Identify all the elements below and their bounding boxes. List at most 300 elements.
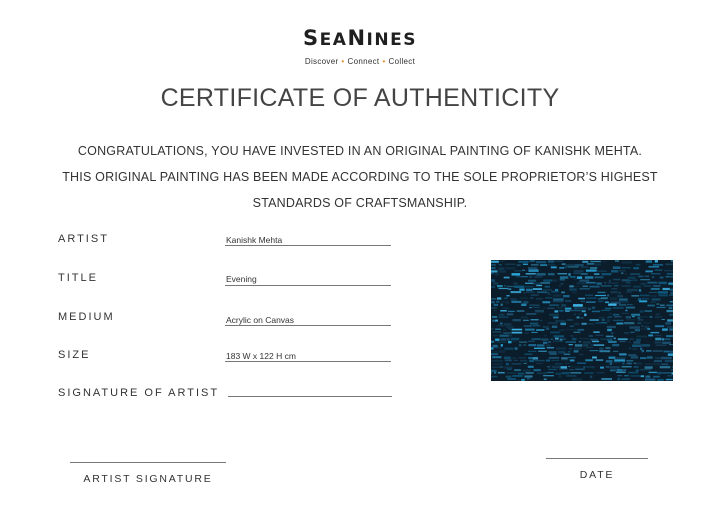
- brush-stroke: [506, 326, 514, 329]
- brush-stroke: [670, 301, 673, 302]
- brush-stroke: [636, 339, 641, 342]
- brush-stroke: [511, 291, 522, 293]
- brush-stroke: [560, 276, 568, 278]
- brush-stroke: [568, 273, 570, 276]
- brush-stroke: [598, 298, 601, 299]
- brush-stroke: [657, 372, 662, 374]
- brush-stroke: [505, 264, 516, 265]
- brush-stroke: [573, 279, 577, 280]
- brush-stroke: [585, 276, 593, 278]
- brush-stroke: [565, 308, 572, 310]
- brush-stroke: [630, 274, 640, 275]
- artist-label: ARTIST: [58, 233, 109, 245]
- brush-stroke: [619, 341, 625, 342]
- brush-stroke: [601, 273, 611, 275]
- brush-stroke: [662, 328, 668, 330]
- brush-stroke: [552, 366, 561, 368]
- brush-stroke: [577, 276, 582, 279]
- brush-stroke: [649, 266, 660, 267]
- brush-stroke: [574, 332, 581, 333]
- brush-stroke: [525, 283, 534, 284]
- brush-stroke: [567, 319, 573, 321]
- brush-stroke: [584, 372, 594, 373]
- brush-stroke: [574, 314, 577, 316]
- brush-stroke: [641, 329, 647, 330]
- brush-stroke: [590, 350, 599, 351]
- brush-stroke: [566, 341, 577, 342]
- brush-stroke: [493, 360, 503, 361]
- brush-stroke: [610, 370, 616, 372]
- brush-stroke: [610, 366, 620, 369]
- brush-stroke: [505, 301, 509, 303]
- brush-stroke: [553, 341, 564, 343]
- brush-stroke: [627, 304, 633, 305]
- brush-stroke: [531, 264, 539, 265]
- brush-stroke: [514, 369, 521, 371]
- brush-stroke: [646, 350, 651, 352]
- brush-stroke: [632, 345, 641, 348]
- brush-stroke: [606, 360, 613, 362]
- brush-stroke: [670, 351, 673, 353]
- brush-stroke: [648, 305, 656, 307]
- brush-stroke: [612, 362, 620, 363]
- brush-stroke: [609, 313, 612, 315]
- brush-stroke: [524, 375, 532, 377]
- brush-stroke: [655, 363, 660, 365]
- brush-stroke: [573, 273, 580, 274]
- brush-stroke: [495, 329, 501, 330]
- brush-stroke: [617, 295, 623, 297]
- brush-stroke: [518, 261, 528, 263]
- brush-stroke: [587, 263, 594, 264]
- title-value: Evening: [226, 274, 257, 284]
- brush-stroke: [512, 357, 516, 359]
- brush-stroke: [613, 279, 620, 281]
- brush-stroke: [658, 291, 668, 293]
- brush-stroke: [493, 364, 503, 366]
- brush-stroke: [548, 273, 555, 275]
- brush-stroke: [655, 342, 662, 344]
- brush-stroke: [641, 298, 649, 300]
- brush-stroke: [582, 310, 586, 312]
- brush-stroke: [614, 338, 616, 340]
- brush-stroke: [497, 285, 503, 287]
- painting-texture: [491, 260, 673, 381]
- brush-stroke: [544, 335, 547, 336]
- brush-stroke: [523, 320, 529, 321]
- brush-stroke: [597, 292, 605, 293]
- brush-stroke: [650, 332, 659, 333]
- brush-stroke: [549, 314, 559, 316]
- brush-stroke: [559, 375, 562, 378]
- brush-stroke: [595, 264, 601, 266]
- brush-stroke: [491, 279, 495, 282]
- brush-stroke: [632, 348, 637, 351]
- brush-stroke: [529, 307, 532, 308]
- brush-stroke: [577, 317, 580, 319]
- brush-stroke: [523, 264, 528, 265]
- logo-letter: S: [303, 26, 320, 50]
- brush-stroke: [644, 276, 649, 278]
- brush-stroke: [510, 298, 517, 301]
- brush-stroke: [624, 322, 634, 324]
- brush-stroke: [633, 267, 639, 269]
- brush-stroke: [545, 297, 552, 298]
- brush-stroke: [574, 350, 579, 352]
- brush-stroke: [608, 283, 619, 284]
- brush-stroke: [514, 286, 524, 289]
- brush-stroke: [543, 375, 554, 376]
- brush-stroke: [662, 372, 671, 373]
- brush-stroke: [597, 283, 602, 285]
- dot-separator-icon: •: [382, 57, 386, 66]
- brush-stroke: [561, 292, 565, 294]
- brush-stroke: [560, 339, 563, 341]
- brush-stroke: [656, 313, 660, 315]
- brush-stroke: [560, 323, 566, 326]
- brush-stroke: [511, 363, 521, 365]
- brush-stroke: [655, 270, 663, 271]
- brush-stroke: [628, 354, 636, 356]
- artist-signature-line: [70, 462, 226, 463]
- title-underline: [225, 285, 391, 286]
- brush-stroke: [508, 328, 511, 329]
- brush-stroke: [586, 270, 597, 272]
- brush-stroke: [565, 310, 570, 312]
- brush-stroke: [559, 369, 568, 370]
- brush-stroke: [528, 341, 535, 342]
- brush-stroke: [652, 298, 661, 300]
- brush-stroke: [549, 357, 560, 359]
- brush-stroke: [601, 310, 610, 311]
- brush-stroke: [667, 310, 674, 312]
- brush-stroke: [595, 295, 606, 296]
- brush-stroke: [531, 332, 537, 333]
- artist-signature-label: ARTIST SIGNATURE: [83, 473, 213, 485]
- brush-stroke: [564, 266, 567, 268]
- brush-stroke: [569, 288, 577, 290]
- brush-stroke: [581, 266, 588, 268]
- brush-stroke: [642, 322, 652, 323]
- brush-stroke: [494, 304, 499, 306]
- brush-stroke: [617, 369, 623, 371]
- brush-stroke: [662, 319, 665, 320]
- brush-stroke: [528, 280, 536, 282]
- brush-stroke: [534, 276, 542, 278]
- brush-stroke: [555, 320, 566, 322]
- brush-stroke: [516, 276, 521, 277]
- brush-stroke: [570, 360, 575, 362]
- brush-stroke: [666, 276, 671, 278]
- signature-of-artist-label: SIGNATURE OF ARTIST: [58, 387, 220, 399]
- brush-stroke: [622, 261, 632, 264]
- brush-stroke: [499, 288, 509, 289]
- brush-stroke: [551, 266, 557, 268]
- brush-stroke: [601, 378, 612, 380]
- brush-stroke: [546, 360, 550, 362]
- brush-stroke: [519, 289, 524, 291]
- brush-stroke: [491, 264, 496, 266]
- brush-stroke: [497, 342, 507, 343]
- brush-stroke: [577, 282, 586, 284]
- brush-stroke: [534, 283, 540, 285]
- brush-stroke: [493, 282, 498, 285]
- brush-stroke: [579, 354, 583, 355]
- brush-stroke: [523, 370, 532, 372]
- brush-stroke: [508, 311, 515, 312]
- brush-stroke: [632, 316, 635, 317]
- brush-stroke: [546, 344, 551, 346]
- brush-stroke: [608, 304, 616, 306]
- brush-stroke: [656, 344, 667, 346]
- brush-stroke: [544, 379, 547, 380]
- brush-stroke: [661, 357, 672, 360]
- brush-stroke: [499, 270, 507, 273]
- brush-stroke: [638, 298, 641, 301]
- brush-stroke: [607, 326, 616, 328]
- brush-stroke: [491, 360, 493, 362]
- brush-stroke: [664, 351, 670, 353]
- brush-stroke: [529, 276, 532, 279]
- brush-stroke: [622, 313, 629, 314]
- brush-stroke: [553, 300, 564, 302]
- brush-stroke: [569, 348, 572, 350]
- brush-stroke: [593, 366, 595, 368]
- brush-stroke: [570, 276, 576, 278]
- brush-stroke: [616, 323, 623, 325]
- brush-stroke: [542, 353, 547, 354]
- brush-stroke: [627, 289, 638, 292]
- brush-stroke: [638, 317, 641, 319]
- brush-stroke: [497, 325, 505, 326]
- brush-stroke: [669, 314, 673, 316]
- brush-stroke: [572, 379, 582, 381]
- brush-stroke: [505, 359, 512, 361]
- brush-stroke: [628, 341, 631, 343]
- brush-stroke: [518, 379, 520, 381]
- brush-stroke: [519, 298, 527, 299]
- brush-stroke: [624, 375, 629, 376]
- brush-stroke: [638, 319, 644, 320]
- brush-stroke: [523, 301, 528, 303]
- brush-stroke: [660, 277, 664, 279]
- brush-stroke: [586, 297, 596, 299]
- brush-stroke: [595, 322, 600, 323]
- brush-stroke: [596, 335, 604, 337]
- brush-stroke: [528, 269, 538, 272]
- brush-stroke: [640, 369, 651, 370]
- brush-stroke: [543, 326, 549, 328]
- brush-stroke: [574, 286, 580, 287]
- brush-stroke: [622, 362, 624, 364]
- brush-stroke: [501, 344, 503, 347]
- brush-stroke: [598, 317, 605, 319]
- brush-stroke: [594, 344, 605, 346]
- brush-stroke: [561, 360, 569, 361]
- brush-stroke: [590, 339, 598, 341]
- brush-stroke: [613, 320, 624, 321]
- brush-stroke: [650, 316, 653, 318]
- brush-stroke: [665, 322, 671, 325]
- brush-stroke: [652, 276, 655, 278]
- brush-stroke: [628, 277, 636, 280]
- brush-stroke: [668, 353, 673, 356]
- brush-stroke: [662, 338, 664, 340]
- brush-stroke: [585, 359, 593, 361]
- brush-stroke: [499, 314, 505, 316]
- brush-stroke: [577, 307, 587, 309]
- brush-stroke: [499, 267, 505, 270]
- brush-stroke: [500, 335, 509, 337]
- brush-stroke: [655, 338, 661, 341]
- brush-stroke: [638, 276, 643, 278]
- brush-stroke: [611, 270, 618, 272]
- brush-stroke: [610, 297, 618, 300]
- brush-stroke: [582, 261, 588, 263]
- brush-stroke: [547, 347, 554, 348]
- brush-stroke: [655, 260, 658, 263]
- brush-stroke: [575, 344, 583, 347]
- brush-stroke: [630, 375, 640, 377]
- signature-of-artist-line: [228, 396, 392, 397]
- brush-stroke: [584, 314, 586, 317]
- brush-stroke: [647, 356, 653, 358]
- brush-stroke: [578, 298, 585, 300]
- brush-stroke: [537, 344, 545, 346]
- brush-stroke: [562, 263, 566, 264]
- brush-stroke: [664, 270, 673, 272]
- brush-stroke: [665, 360, 673, 362]
- brush-stroke: [543, 279, 552, 281]
- brush-stroke: [655, 316, 662, 318]
- brush-stroke: [503, 332, 511, 334]
- brush-stroke: [492, 316, 497, 318]
- brush-stroke: [591, 344, 593, 346]
- brush-stroke: [540, 264, 547, 266]
- brush-stroke: [503, 308, 510, 309]
- brush-stroke: [549, 304, 559, 306]
- brush-stroke: [669, 328, 673, 330]
- brush-stroke: [599, 350, 610, 352]
- brush-stroke: [640, 348, 642, 351]
- brush-stroke: [645, 366, 653, 369]
- brush-stroke: [619, 298, 628, 300]
- brush-stroke: [565, 300, 571, 301]
- brush-stroke: [570, 310, 581, 311]
- brush-stroke: [669, 307, 673, 309]
- brush-stroke: [666, 305, 673, 307]
- brush-stroke: [528, 344, 536, 346]
- brush-stroke: [561, 366, 567, 368]
- brush-stroke: [605, 301, 609, 303]
- brush-stroke: [595, 276, 604, 278]
- brush-stroke: [581, 317, 584, 319]
- brush-stroke: [667, 273, 673, 274]
- brush-stroke: [495, 273, 499, 275]
- brush-stroke: [563, 295, 570, 297]
- brush-stroke: [625, 310, 627, 312]
- brush-stroke: [666, 379, 673, 381]
- brush-stroke: [645, 379, 656, 381]
- brush-stroke: [574, 270, 584, 272]
- brush-stroke: [641, 375, 644, 377]
- brush-stroke: [663, 288, 670, 290]
- brand-tagline: [0, 57, 720, 66]
- brush-stroke: [605, 308, 612, 310]
- brush-stroke: [528, 366, 534, 368]
- brush-stroke: [531, 319, 539, 320]
- brush-stroke: [500, 310, 507, 312]
- brush-stroke: [570, 326, 574, 327]
- brush-stroke: [592, 307, 595, 309]
- brush-stroke: [597, 372, 605, 373]
- brush-stroke: [630, 332, 635, 333]
- brush-stroke: [549, 353, 556, 354]
- brush-stroke: [599, 348, 603, 350]
- brush-stroke: [541, 338, 548, 341]
- brush-stroke: [555, 363, 563, 364]
- brush-stroke: [619, 353, 627, 355]
- brush-stroke: [631, 356, 639, 358]
- title-label: TITLE: [58, 272, 98, 284]
- brush-stroke: [491, 376, 497, 378]
- brush-stroke: [497, 297, 501, 299]
- brush-stroke: [559, 329, 565, 331]
- brush-stroke: [586, 282, 596, 284]
- brush-stroke: [528, 357, 532, 359]
- brush-stroke: [552, 360, 560, 361]
- brush-stroke: [641, 283, 647, 285]
- brush-stroke: [572, 291, 578, 293]
- brush-stroke: [602, 319, 605, 321]
- brush-stroke: [672, 366, 673, 369]
- brush-stroke: [635, 329, 640, 331]
- brush-stroke: [626, 360, 633, 362]
- brush-stroke: [593, 331, 599, 333]
- brush-stroke: [574, 348, 582, 350]
- brush-stroke: [532, 338, 542, 340]
- brush-stroke: [534, 348, 545, 349]
- brush-stroke: [579, 338, 590, 339]
- brush-stroke: [671, 292, 674, 294]
- brush-stroke: [624, 273, 627, 275]
- brush-stroke: [636, 336, 647, 338]
- brush-stroke: [504, 285, 506, 287]
- brush-stroke: [639, 289, 641, 292]
- brush-stroke: [565, 363, 570, 364]
- brush-stroke: [569, 344, 573, 345]
- brush-stroke: [512, 329, 523, 331]
- brush-stroke: [657, 304, 660, 305]
- brush-stroke: [607, 316, 612, 318]
- brush-stroke: [515, 347, 518, 350]
- brush-stroke: [592, 341, 599, 343]
- brush-stroke: [613, 314, 620, 316]
- brush-stroke: [598, 301, 604, 302]
- brush-stroke: [508, 341, 512, 343]
- brush-stroke: [517, 310, 525, 312]
- brush-stroke: [621, 301, 629, 303]
- brush-stroke: [528, 351, 537, 352]
- brush-stroke: [536, 298, 543, 300]
- brush-stroke: [609, 280, 611, 282]
- brush-stroke: [505, 348, 514, 350]
- brush-stroke: [496, 301, 499, 303]
- brush-stroke: [553, 317, 558, 319]
- brush-stroke: [647, 328, 650, 329]
- body-line-1: CONGRATULATIONS, YOU HAVE INVESTED IN AN ORIGINAL PAINTING OF KANISHK MEHTA.: [77, 144, 643, 158]
- brush-stroke: [619, 304, 627, 305]
